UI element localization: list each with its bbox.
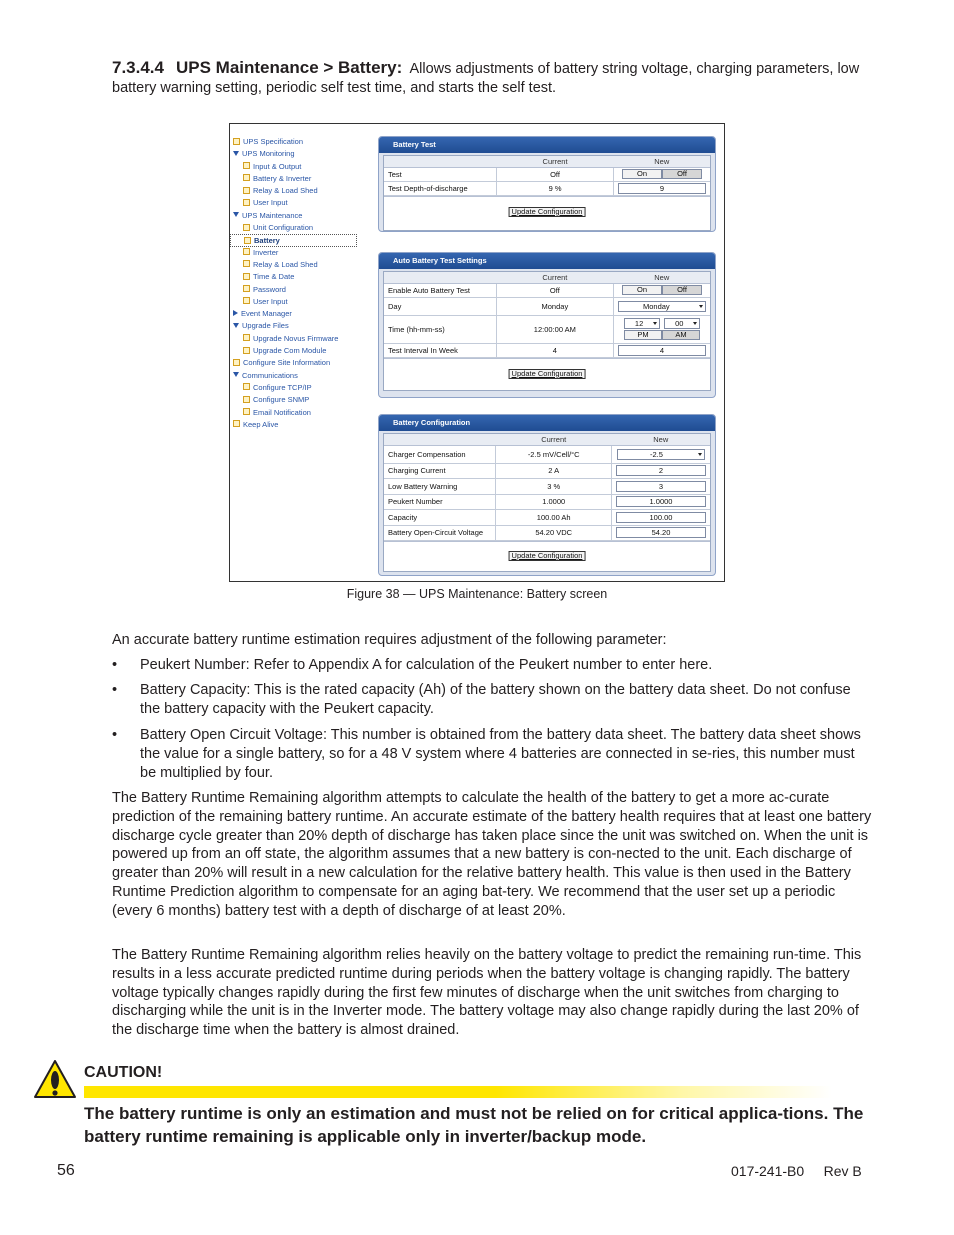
page-number: 56 (57, 1162, 75, 1179)
row-label: Peukert Number (384, 494, 496, 510)
nav-tree-label: Keep Alive (243, 419, 279, 429)
table-row (384, 510, 710, 526)
section-heading (112, 58, 882, 98)
nav-tree-item[interactable] (230, 222, 370, 234)
pm-button[interactable]: PM (624, 330, 662, 340)
compensation-select[interactable] (617, 449, 705, 460)
nav-tree-item[interactable] (230, 247, 370, 259)
row-label: Test Depth-of-discharge (384, 181, 497, 195)
update-configuration-button[interactable]: Update Configuration (509, 207, 586, 217)
nav-tree-label: Upgrade Novus Firmware (253, 333, 339, 343)
row-current: 1.0000 (496, 494, 612, 510)
row-current: 9 % (497, 181, 614, 195)
config-input[interactable]: 100.00 (616, 512, 706, 523)
nav-tree-label: Email Notification (253, 407, 311, 417)
nav-tree-item[interactable] (230, 296, 370, 308)
col-new: New (614, 156, 711, 167)
row-current: 2 A (496, 463, 612, 479)
nav-tree-item[interactable] (230, 345, 370, 357)
page-icon (244, 237, 251, 244)
col-new: New (614, 272, 711, 283)
bullet-dot: • (112, 682, 118, 698)
row-current: 3 % (496, 479, 612, 495)
bullet-dot: • (112, 657, 118, 673)
chevron-down-icon (653, 322, 657, 325)
chevron-down-icon (698, 453, 702, 456)
am-button[interactable]: AM (662, 330, 700, 340)
nav-tree-item[interactable] (230, 419, 370, 431)
nav-tree-label: UPS Monitoring (242, 149, 295, 159)
caret-right-icon (233, 310, 238, 316)
row-label: Capacity (384, 510, 496, 526)
caret-down-icon (233, 151, 239, 156)
nav-tree-label: Unit Configuration (253, 223, 314, 233)
table-row (384, 479, 710, 495)
nav-tree-item[interactable] (230, 234, 357, 246)
row-label: Low Battery Warning (384, 479, 496, 495)
caution-bar (84, 1086, 832, 1098)
compensation-select-value: -2.5 (650, 449, 663, 459)
config-input[interactable]: 54.20 (616, 527, 706, 538)
section-title: UPS Maintenance > Battery: (176, 58, 403, 77)
bullet-text: : Refer to Appendix A for calculation of the Peukert number to enter here. (245, 657, 713, 673)
runtime-paragraph-2: The Battery Runtime Remaining algorithm relies heavily on the battery voltage to predict the remaining run-time. This results in a less accurate predicted runtime during periods when the battery voltage is changing rapidly. The battery voltage typically changes rapidly during the first few minutes of discharge when the unit switches from charging to discharging while the unit is in the Inverter mode. The battery voltage may also change rapidly during the last 20% of the discharge time when the battery is almost drained. (112, 947, 862, 1039)
nav-tree-item[interactable] (230, 136, 370, 148)
battery-screen-figure (229, 123, 725, 582)
battery-configuration-panel (378, 414, 716, 576)
table-row (384, 463, 710, 479)
nav-tree-item[interactable] (230, 407, 370, 419)
row-current: 100.00 Ah (496, 510, 612, 526)
page-icon (243, 162, 250, 169)
row-current: 12:00:00 AM (496, 315, 613, 343)
page-icon (243, 248, 250, 255)
runtime-paragraph-1: The Battery Runtime Remaining algorithm attempts to calculate the health of the battery to get a more ac-curate prediction of the remaining battery runtime. An accurate estimate of the battery health requires that at least one battery discharge cycle greater than 20% depth of discharge has taken place since the unit was switched on. When the unit is powered up from an off state, the algorithm assumes that a new battery is con-nected to the unit. Each discharge of greater than 20% will result in a new calculation for the relative battery health. This value is then used in the Battery Runtime Prediction algorithm to compensate for an aging bat-tery. We recommend that the user set up a periodic (every 6 months) battery test with a depth of discharge of at least 20%. (112, 790, 872, 919)
nav-tree-label: Input & Output (253, 161, 302, 171)
nav-tree-label: Upgrade Com Module (253, 346, 327, 356)
nav-tree-item[interactable] (230, 210, 370, 222)
row-current: -2.5 mV/Cell/°C (496, 445, 612, 463)
nav-tree-item[interactable] (230, 284, 370, 296)
nav-tree-item[interactable] (230, 148, 370, 160)
minute-select-value: 00 (675, 319, 684, 328)
page-icon (243, 285, 250, 292)
col-current: Current (496, 272, 613, 283)
nav-tree (230, 136, 370, 431)
page-icon (243, 187, 250, 194)
row-label: Charging Current (384, 463, 496, 479)
nav-tree-label: User Input (253, 296, 288, 306)
row-label: Time (hh-mm-ss) (384, 315, 496, 343)
figure-caption: Figure 38 — UPS Maintenance: Battery screen (346, 587, 608, 601)
chevron-down-icon (699, 305, 703, 308)
page-icon (243, 408, 250, 415)
bullet-text: : This is the rated capacity (Ah) of the battery shown on the battery data sheet. Do not confuse the battery capacity with the Peukert capacity. (140, 682, 851, 717)
hour-select[interactable] (624, 318, 660, 329)
section-number: 7.3.4.4 (112, 58, 164, 77)
panel-title: Battery Configuration (379, 415, 715, 431)
nav-tree-item[interactable] (230, 320, 370, 332)
col-current: Current (496, 434, 612, 445)
row-label: Test (384, 167, 497, 181)
dod-input[interactable]: 9 (618, 183, 706, 194)
row-label: Battery Open-Circuit Voltage (384, 525, 496, 541)
bullet-text: : This number is obtained from the battery data sheet. The battery data sheet shows the value for a single battery, so for a 48 V system where 4 batteries are connected in se-ries, this number must be multiplied by four. (140, 727, 861, 781)
row-label: Day (384, 297, 496, 315)
interval-input[interactable]: 4 (618, 345, 706, 356)
nav-tree-item[interactable] (230, 308, 370, 320)
page-icon (243, 396, 250, 403)
nav-tree-item[interactable] (230, 394, 370, 406)
page-icon (243, 383, 250, 390)
row-current: 54.20 VDC (496, 525, 612, 541)
nav-tree-label: Inverter (253, 247, 279, 257)
config-input[interactable]: 3 (616, 481, 706, 492)
update-configuration-button[interactable]: Update Configuration (509, 369, 586, 379)
bullet-term: Battery Open Circuit Voltage (140, 727, 323, 743)
row-label: Enable Auto Battery Test (384, 283, 496, 297)
off-button[interactable]: Off (662, 169, 702, 179)
row-label: Test Interval In Week (384, 343, 496, 357)
nav-tree-label: Battery (254, 236, 280, 246)
col-new: New (612, 434, 711, 445)
nav-tree-item[interactable] (230, 197, 370, 209)
nav-tree-label: Communications (242, 370, 298, 380)
day-select-value: Monday (643, 301, 670, 311)
nav-tree-item[interactable] (230, 333, 370, 345)
page-icon (243, 297, 250, 304)
page-icon (233, 359, 240, 366)
col-current: Current (497, 156, 614, 167)
table-row (384, 494, 710, 510)
update-configuration-button[interactable]: Update Configuration (509, 551, 586, 561)
chevron-down-icon (693, 322, 697, 325)
nav-tree-item[interactable] (230, 161, 370, 173)
on-button[interactable]: On (622, 169, 662, 179)
page-icon (243, 347, 250, 354)
page-icon (243, 260, 250, 267)
off-button[interactable]: Off (662, 285, 702, 295)
table-row (384, 445, 710, 463)
nav-tree-label: UPS Specification (243, 137, 304, 146)
auto-battery-test-panel (378, 252, 716, 398)
nav-tree-item[interactable] (230, 185, 370, 197)
nav-tree-label: Battery & Inverter (253, 173, 312, 183)
nav-tree-label: User Input (253, 198, 288, 208)
row-current: Monday (496, 297, 613, 315)
row-current: 4 (496, 343, 613, 357)
row-current: Off (497, 167, 614, 181)
row-label: Charger Compensation (384, 445, 496, 463)
nav-tree-label: UPS Maintenance (242, 210, 303, 220)
nav-tree-label: Upgrade Files (242, 321, 289, 331)
nav-tree-label: Configure Site Information (243, 358, 331, 368)
nav-tree-label: Configure SNMP (253, 395, 310, 405)
page-icon (243, 224, 250, 231)
caret-down-icon (233, 212, 239, 217)
caret-down-icon (233, 372, 239, 377)
page-icon (243, 199, 250, 206)
caret-down-icon (233, 323, 239, 328)
nav-tree-item[interactable] (230, 357, 370, 369)
on-button[interactable]: On (622, 285, 662, 295)
row-current: Off (496, 283, 613, 297)
nav-tree-item[interactable] (230, 173, 370, 185)
nav-tree-item[interactable] (230, 370, 370, 382)
bullet-term: Peukert Number (140, 657, 246, 673)
page-icon (243, 334, 250, 341)
nav-tree-label: Configure TCP/IP (253, 382, 312, 392)
page-icon (243, 174, 250, 181)
nav-tree-label: Time & Date (253, 272, 295, 282)
battery-test-panel (378, 136, 716, 232)
panel-title: Battery Test (379, 137, 715, 153)
hour-select-value: 12 (634, 319, 644, 328)
config-input[interactable]: 2 (616, 465, 706, 476)
nav-tree-label: Relay & Load Shed (253, 186, 318, 196)
panel-title: Auto Battery Test Settings (379, 253, 715, 269)
config-input[interactable]: 1.0000 (616, 496, 706, 507)
intro-paragraph: An accurate battery runtime estimation requires adjustment of the following parameter: (112, 632, 667, 648)
page-icon (233, 420, 240, 427)
caution-text: The battery runtime is only an estimation and must not be relied on for critical applica-tions. The battery runtime remaining is applicable only in inverter/backup mode. (84, 1104, 864, 1146)
nav-tree-label: Relay & Load Shed (253, 259, 318, 269)
page-icon (233, 138, 240, 145)
bullet-term: Battery Capacity (140, 682, 247, 698)
nav-tree-item[interactable] (230, 382, 370, 394)
caution-label: CAUTION! (84, 1064, 163, 1081)
day-select[interactable] (618, 301, 706, 312)
nav-tree-item[interactable] (230, 259, 370, 271)
nav-tree-label: Password (253, 284, 286, 294)
minute-select[interactable] (664, 318, 700, 329)
document-id: 017-241-B0 Rev B (731, 1163, 862, 1179)
bullet-dot: • (112, 727, 118, 743)
table-row (384, 525, 710, 541)
page-icon (243, 273, 250, 280)
section-description: Allows adjustments of battery string voltage, charging parameters, low battery warning setting, periodic self test time, and starts the self test. (112, 61, 860, 96)
nav-tree-item[interactable] (230, 271, 370, 283)
nav-tree-label: Event Manager (241, 309, 292, 319)
warning-icon (33, 1059, 77, 1099)
